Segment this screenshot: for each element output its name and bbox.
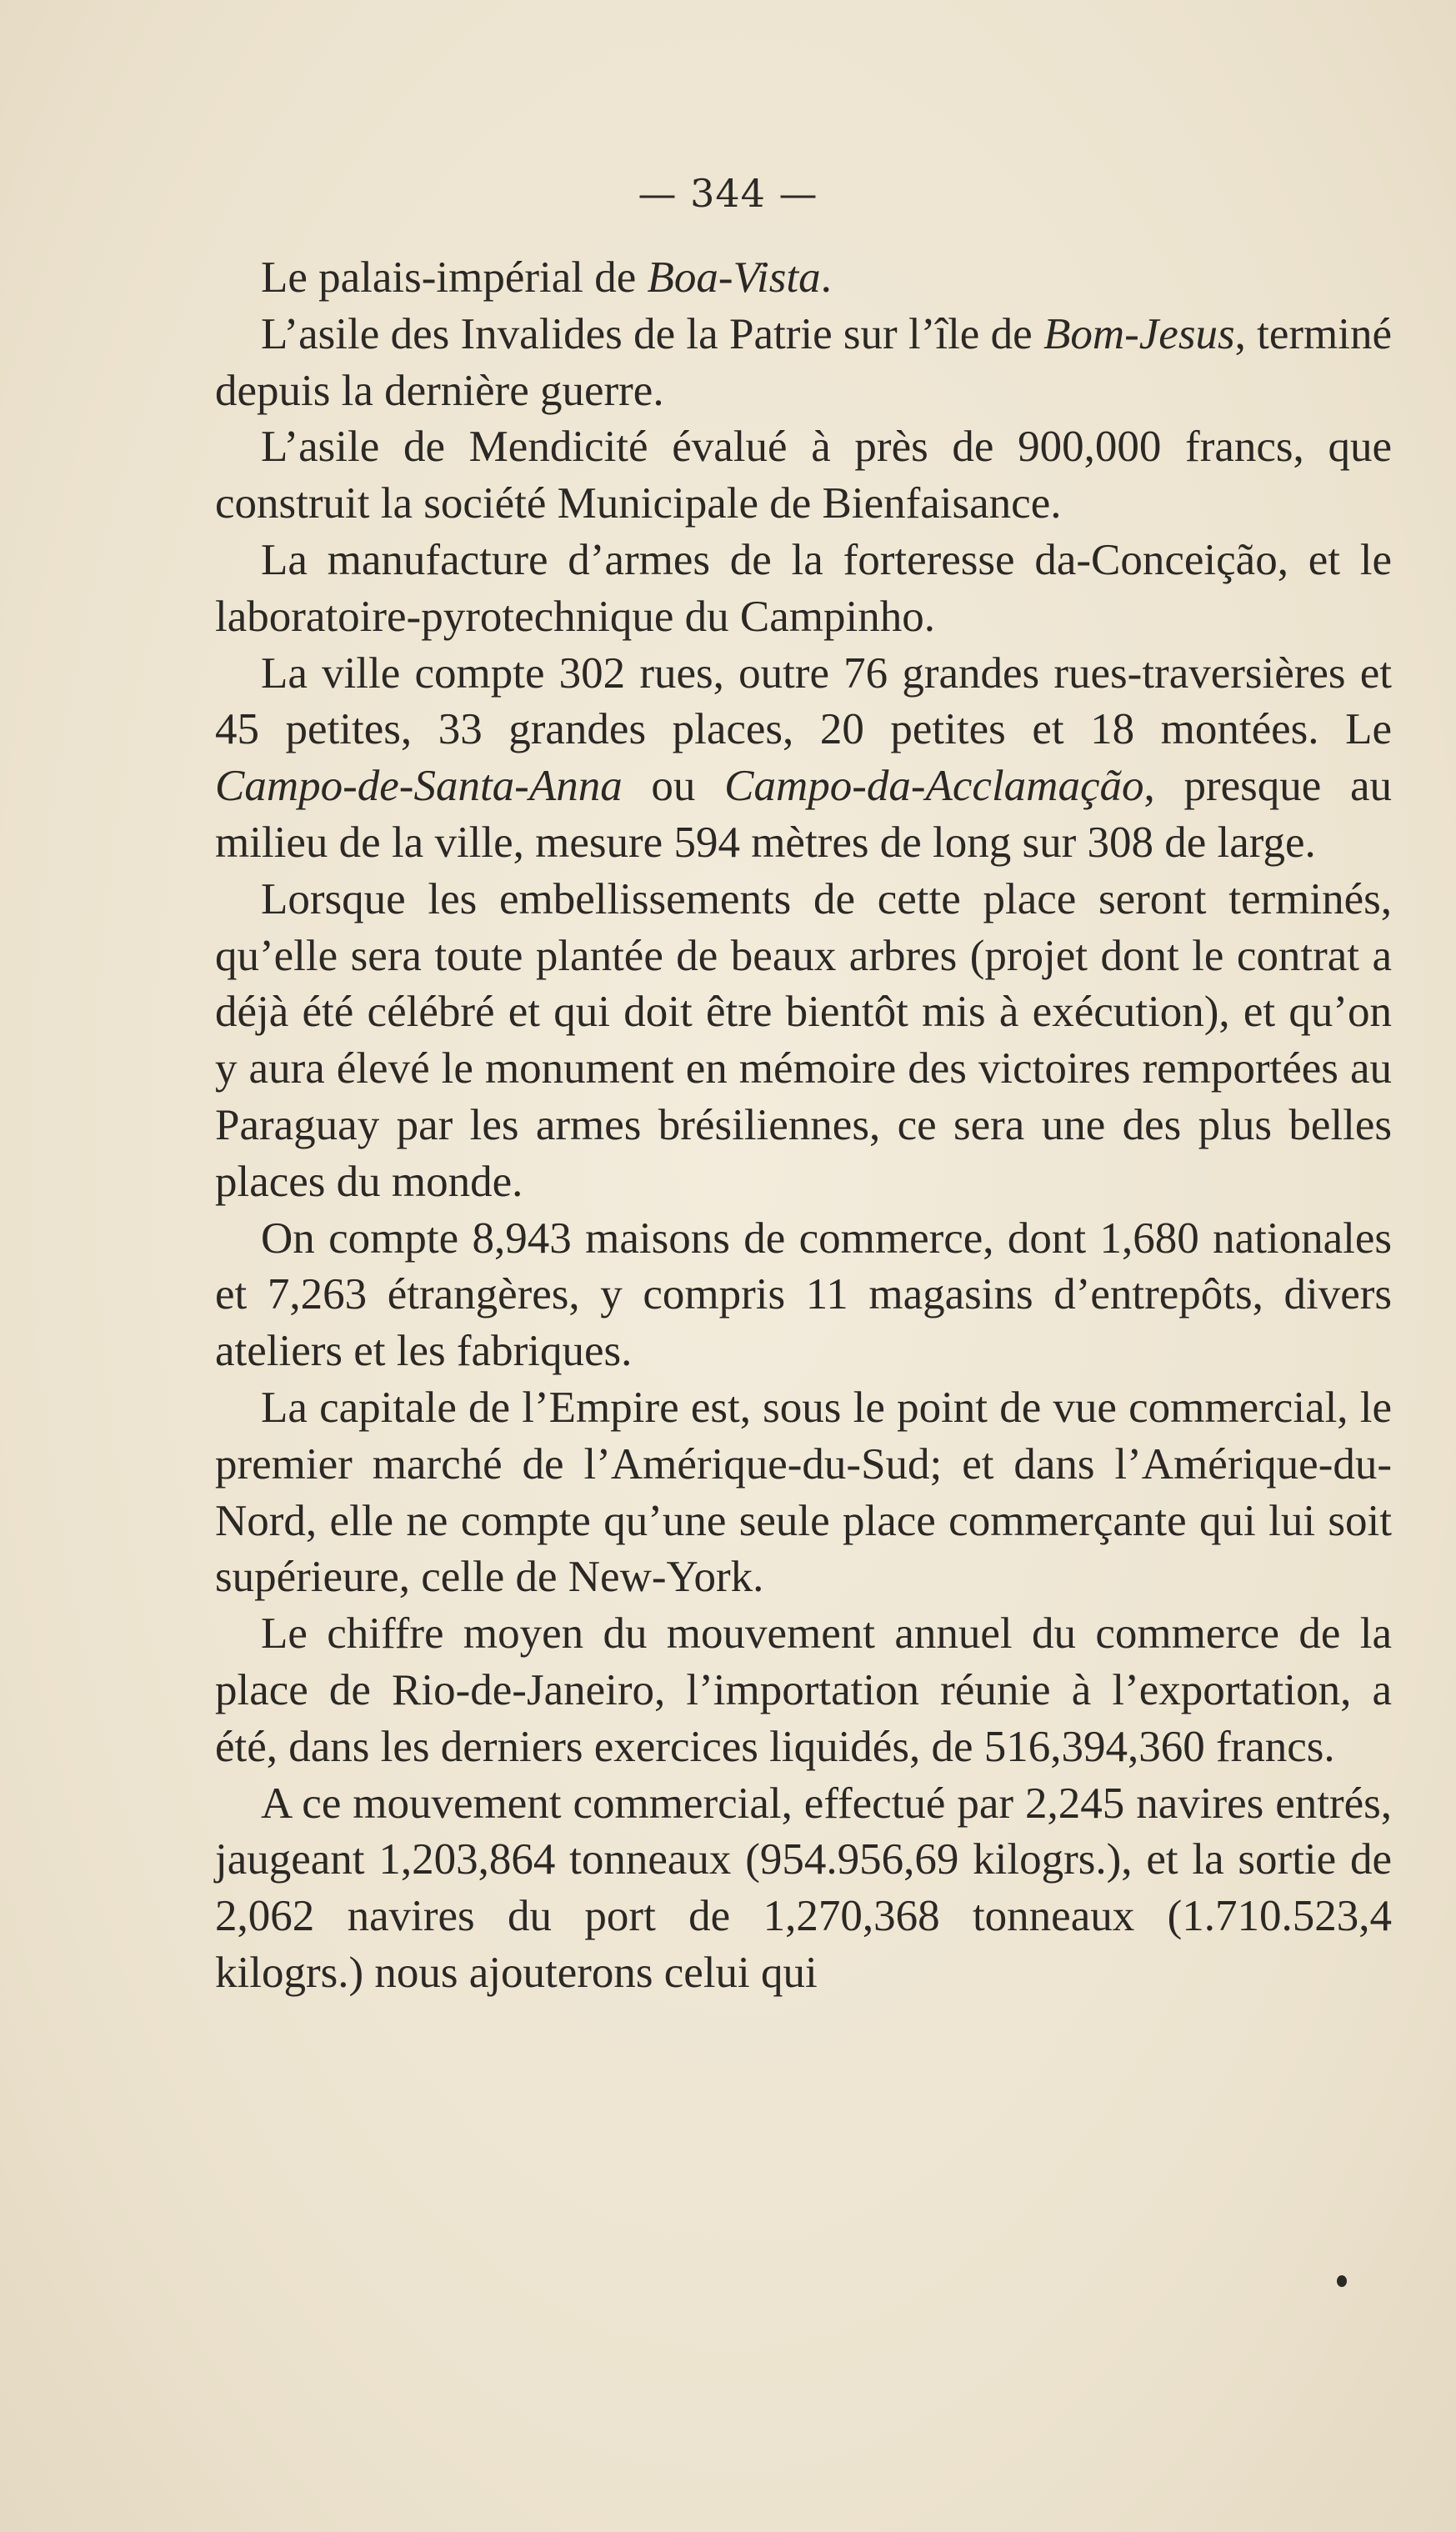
paragraph-capitale: La capitale de l’Empire est, sous le point de vue commercial, le premier marché de l’Amérique-du-Sud; et dans l’Amérique-du-Nord, elle ne compte qu’une seule place commerçante qui lui soit supérieure, celle de New-York. <box>215 1383 1392 1602</box>
paragraph-invalides: L’asile des Invalides de la Patrie sur l’île de Bom-Jesus, terminé depuis la dernière guerre. <box>215 309 1393 415</box>
paragraph-mouvement: A ce mouvement commercial, effectué par 2,245 navires entrés, jaugeant 1,203,864 tonneaux (954.956,69 kilogrs.), et la sortie de 2,062 navires du port de 1,270,368 tonneaux (1.710.523,4 kilogrs.) nous ajouterons celui qui <box>215 1779 1392 1997</box>
paragraph-chiffre-moyen: Le chiffre moyen du mouvement annuel du commerce de la place de Rio-de-Janeiro, l’importation réunie à l’exportation, a été, dans les derniers exercices liquidés, de 516,394,360 francs. <box>215 1609 1392 1771</box>
paragraph-mendicite: L’asile de Mendicité évalué à près de 900,000 francs, que construit la société Municipale de Bienfaisance. <box>215 423 1392 528</box>
paragraph-maisons-commerce: On compte 8,943 maisons de commerce, dont 1,680 nationales et 7,263 étrangères, y compris 11 magasins d’entrepôts, divers ateliers et les fabriques. <box>215 1213 1392 1376</box>
ink-mark <box>1337 2275 1347 2287</box>
paragraph-boa-vista: Le palais-impérial de Boa-Vista. <box>261 253 832 302</box>
page-number: — 344 — <box>638 171 818 216</box>
paragraph-embellissements: Lorsque les embellissements de cette place seront terminés, qu’elle sera toute plantée de beaux arbres (projet dont le contrat a déjà été célébré et qui doit être bientôt mis à exécution), et qu’on y aura élevé le monument en mémoire des victoires remportées au Paraguay par les armes brésiliennes, ce sera une des plus belles places du monde. <box>215 874 1392 1206</box>
paragraph-ville: La ville compte 302 rues, outre 76 grandes rues-traversières et 45 petites, 33 grandes places, 20 petites et 18 montées. Le Campo-de-Santa-Anna ou Campo-da-Acclamação, presque au milieu de la ville, mesure 594 mètres de long sur 308 de large. <box>215 648 1392 867</box>
paragraph-manufacture: La manufacture d’armes de la forteresse da-Conceição, et le laboratoire-pyrotechnique du Campinho. <box>215 535 1392 641</box>
body-text <box>215 250 1392 2002</box>
